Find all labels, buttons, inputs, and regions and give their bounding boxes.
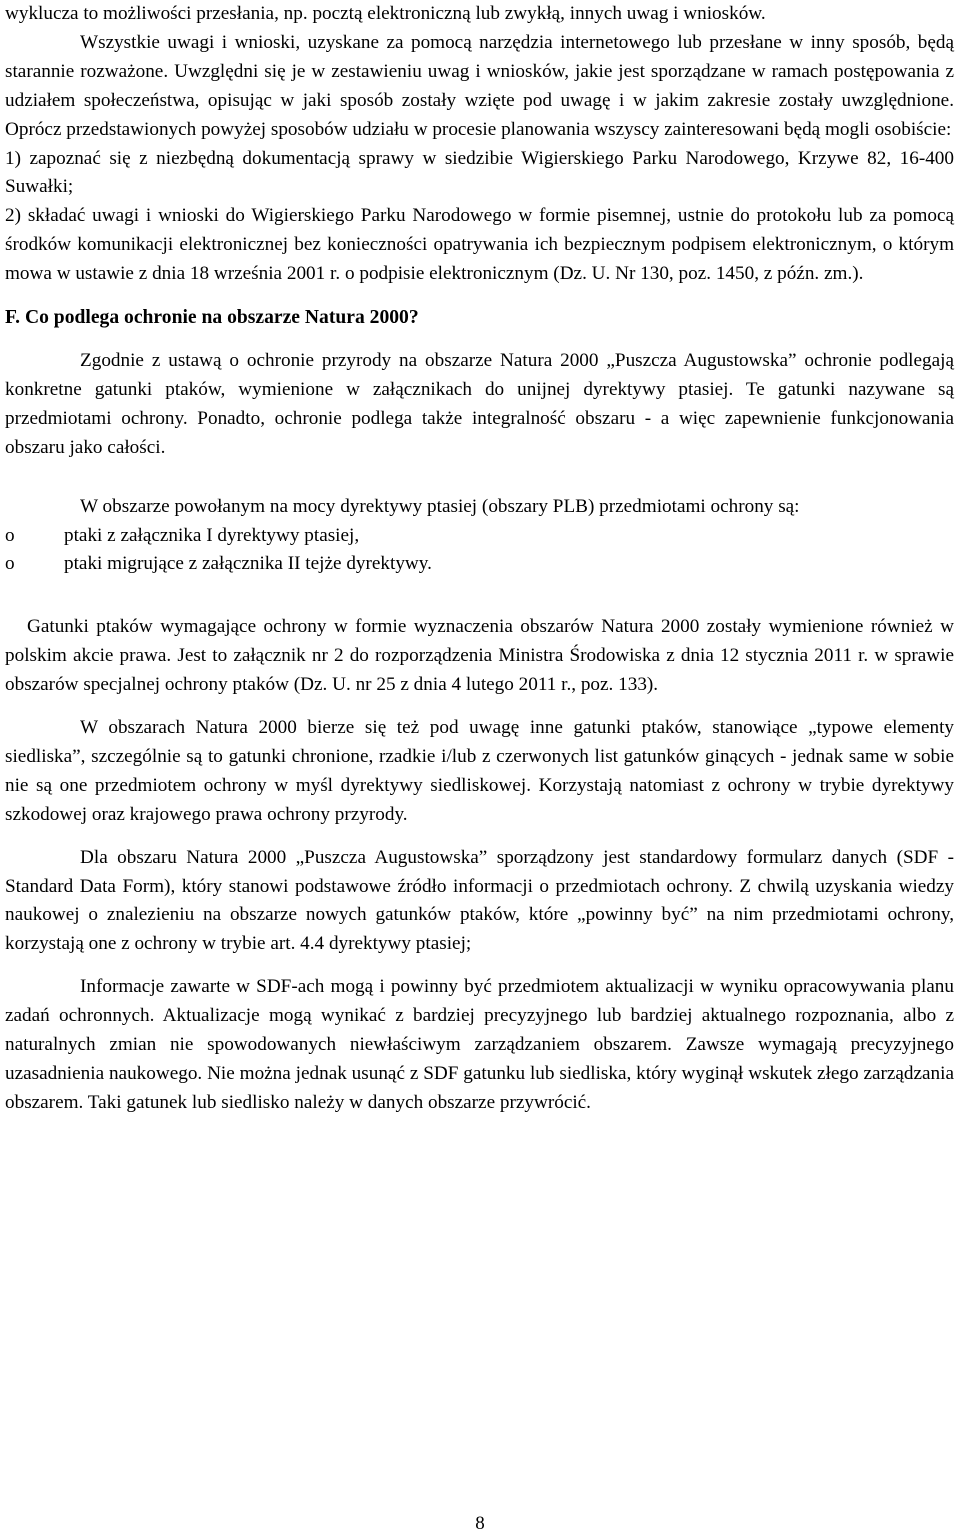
section-heading: F. Co podlega ochronie na obszarze Natura 2000? — [5, 307, 419, 329]
personal-option-2: 2) składać uwagi i wnioski do Wigierskiego Parku Narodowego w formie pisemnej, ustnie do protokołu lub za pomocą środków komunikacji elektronicznej bez konieczności opatrywania ich bezpiecznym podpisem elektronicznym, o którym mowa w ustawie z dnia 18 września 2001 r. o podpisie elektronicznym (Dz. U. Nr 130, poz. 1450, z późn. zm.). — [5, 205, 954, 285]
bullet-marker: o — [5, 524, 15, 546]
personal-option-1: 1) zapoznać się z niezbędną dokumentacją sprawy w siedzibie Wigierskiego Parku Narodowego, Krzywe 82, 16-400 Suwałki; — [5, 147, 954, 198]
plb-paragraph: W obszarze powołanym na mocy dyrektywy ptasiej (obszary PLB) przedmiotami ochrony są: — [80, 495, 800, 517]
page-number: 8 — [475, 1513, 485, 1534]
protection-paragraph: Zgodnie z ustawą o ochronie przyrody na obszarze Natura 2000 „Puszcza Augustowska” ochronie podlegają konkretne gatunki ptaków, wymienione w załącznikach do unijnej dyrektywy ptasiej. Te gatunki nazywane są przedmiotami ochrony. Ponadto, ochronie podlega także integralność obszaru - a więc zapewnienie funkcjonowania obszaru jako całości. — [5, 349, 954, 458]
intro-paragraph: wyklucza to możliwości przesłania, np. pocztą elektroniczną lub zwykłą, innych uwag i wniosków. — [5, 3, 766, 24]
sdf-paragraph: Dla obszaru Natura 2000 „Puszcza Augustowska” sporządzony jest standardowy formularz danych (SDF - Standard Data Form), który stanowi podstawowe źródło informacji o przedmiotach ochrony. Z chwilą uzyskania wiedzy naukowej o znalezieniu na obszarze nowych gatunków ptaków, które „powinny być” na nim przedmiotami ochrony, korzystają one z ochrony w trybie art. 4.4 dyrektywy ptasiej; — [5, 846, 954, 955]
other-species-paragraph: W obszarach Natura 2000 bierze się też pod uwagę inne gatunki ptaków, stanowiące „typowe elementy siedliska”, szczególnie są to gatunki chronione, rzadkie i/lub z czerwonych list gatunków ginących - jednak same w sobie nie są one przedmiotem ochrony w myśl dyrektywy siedliskowej. Korzystają natomiast z ochrony w trybie dyrektywy szkodowej oraz krajowego prawa ochrony przyrody. — [5, 717, 954, 825]
regulation-paragraph: Gatunki ptaków wymagające ochrony w formie wyznaczenia obszarów Natura 2000 zostały wymienione również w polskim akcie prawa. Jest to załącznik nr 2 do rozporządzenia Ministra Środowiska z dnia 12 stycznia 2011 r. w sprawie obszarów specjalnej ochrony ptaków (Dz. U. nr 25 z dnia 4 lutego 2011 r., poz. 133). — [5, 616, 954, 696]
list-item-text: ptaki migrujące z załącznika II tejże dyrektywy. — [64, 553, 432, 575]
bullet-marker: o — [5, 553, 15, 575]
list-item — [5, 522, 954, 551]
list-item-text: ptaki z załącznika I dyrektywy ptasiej, — [64, 524, 360, 546]
list-item — [5, 550, 954, 579]
remarks-paragraph: Wszystkie uwagi i wnioski, uzyskane za pomocą narzędzia internetowego lub przesłane w inny sposób, będą starannie rozważone. Uwzględni się je w zestawieniu uwag i wniosków, jakie jest sporządzane w ramach postępowania z udziałem społeczeństwa, opisując w jaki sposób zostały wzięte pod uwagę i w jakim zakresie zostały uwzględnione. Oprócz przedstawionych powyżej sposobów udziału w procesie planowania wszyscy zainteresowani będą mogli osobiście: — [5, 31, 954, 140]
updates-paragraph: Informacje zawarte w SDF-ach mogą i powinny być przedmiotem aktualizacji w wyniku opracowywania planu zadań ochronnych. Aktualizacje mogą wynikać z bardziej precyzyjnego lub bardziej aktualnego rozpoznania, albo z naturalnych zmian nie spowodowanych niewłaściwym zarządzaniem obszarem. Zawsze wymagają precyzyjnego uzasadnienia naukowego. Nie można jednak usunąć z SDF gatunku lub siedliska, który wyginął wskutek złego zarządzania obszarem. Taki gatunek lub siedlisko należy w danych obszarze przywrócić. — [5, 976, 954, 1113]
plb-list — [5, 522, 954, 580]
